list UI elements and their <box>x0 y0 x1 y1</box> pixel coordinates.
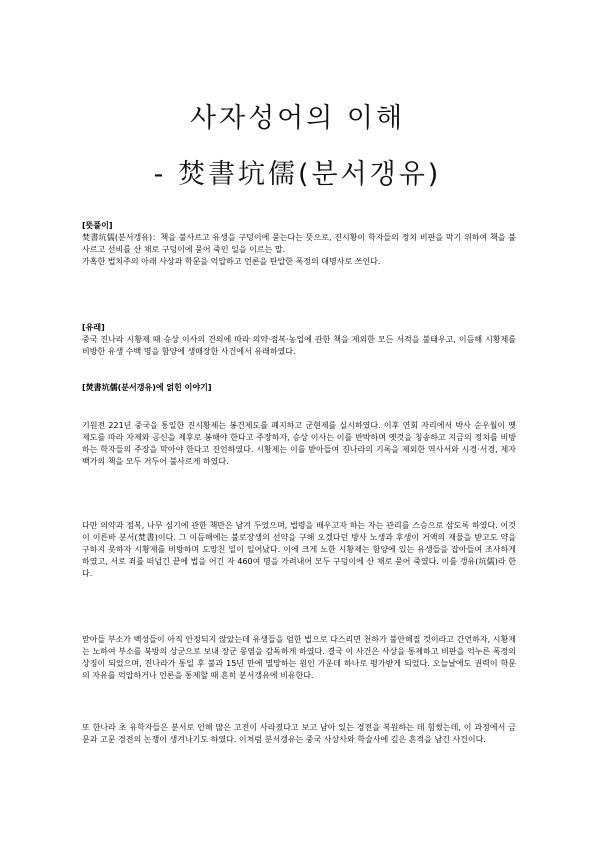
document-title: 사자성어의 이해 <box>189 103 406 134</box>
meaning-text: 焚書坑儒(분서갱유)：책을 불사르고 유생을 구덩이에 묻는다는 뜻으로, 진시황이 학자들의 정치 비판을 막기 위하여 책을 불사르고 선비를 산 채로 구덩이에 묻어 죽인 일을 이르는 말. <box>82 233 516 254</box>
meaning-label: [뜻풀이] <box>82 221 113 230</box>
story-paragraph-1: 기원전 221년 중국을 통일한 진시황제는 봉건제도를 폐지하고 군현제를 실시하였다. 이후 연회 자리에서 박사 순우월이 옛 제도를 따라 자제와 공신을 제후로 봉해야 한다고 주장하자, 승상 이사는 이를 반박하며 옛것을 칭송하고 지금의 정치를 비방하는 학자들의 주장을 막아야 한다고 진언하였다. 시황제는 이를 받아들여 진나라의 기록을 제외한 역사서와 시경·서경, 제자백가의 책을 모두 거두어 불사르게 하였다. <box>82 421 516 466</box>
origin-label: [유래] <box>82 323 105 332</box>
section-origin <box>82 322 516 358</box>
story-paragraph-4: 또 한나라 초 유학자들은 분서로 인해 많은 고전이 사라졌다고 보고 남아 있는 경전을 복원하는 데 힘썼는데, 이 과정에서 금문과 고문 경전의 논쟁이 생겨나기도 하였다. 이처럼 분서갱유는 중국 사상사와 학술사에 깊은 흔적을 남긴 사건이다. <box>82 723 516 744</box>
story-paragraph-3: 맏아들 부소가 백성들이 아직 안정되지 않았는데 유생들을 엄한 법으로 다스리면 천하가 불안해질 것이라고 간언하자, 시황제는 노하여 부소를 북방의 상군으로 보내 장군 몽염을 감독하게 하였다. 결국 이 사건은 사상을 통제하고 비판을 억누른 폭정의 상징이 되었으며, 진나라가 통일 후 불과 15년 만에 멸망하는 원인 가운데 하나로 평가받게 되었다. 오늘날에도 권력이 학문의 자유를 억압하거나 언론을 통제할 때 흔히 분서갱유에 비유한다. <box>82 635 516 680</box>
document-subtitle: - 焚書坑儒(분서갱유) <box>153 159 442 190</box>
meaning-text-2: 가혹한 법치주의 아래 사상과 학문을 억압하고 언론을 탄압한 폭정의 대명사로 쓰인다. <box>82 257 381 266</box>
origin-text: 중국 진나라 시황제 때 승상 이사의 건의에 따라 의약·점복·농업에 관한 책을 제외한 모든 서적을 불태우고, 이듬해 시황제를 비방한 유생 수백 명을 함양에 생매장한 사건에서 유래하였다. <box>82 335 516 356</box>
section-story <box>82 382 516 394</box>
story-title: [焚書坑儒(분서갱유)에 얽힌 이야기] <box>82 383 212 392</box>
section-meaning <box>82 220 516 268</box>
story-paragraph-2: 다만 의약과 점복, 나무 심기에 관한 책만은 남겨 두었으며, 법령을 배우고자 하는 자는 관리를 스승으로 삼도록 하였다. 이것이 이른바 분서(焚書)이다. 그 이듬해에는 불로장생의 선약을 구해 오겠다던 방사 노생과 후생이 거액의 재물을 받고도 약을 구하지 못하자 시황제를 비방하며 도망친 일이 일어났다. 이에 크게 노한 시황제는 함양에 있는 유생들을 잡아들여 조사하게 하였고, 서로 죄를 떠넘긴 끝에 법을 어긴 자 460여 명을 가려내어 모두 구덩이에 산 채로 묻어 죽였다. 이를 갱유(坑儒)라 한다. <box>82 521 516 578</box>
